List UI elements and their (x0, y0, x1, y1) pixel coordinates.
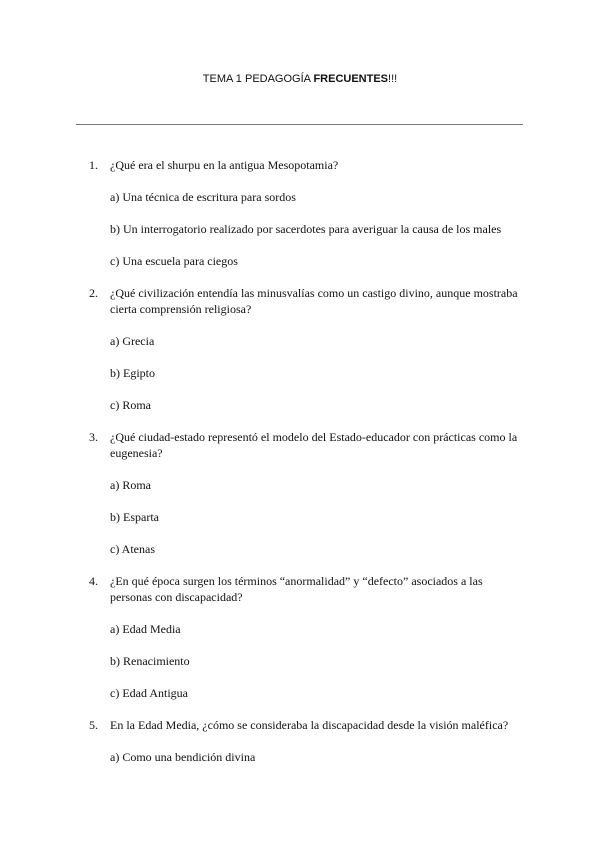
question-number: 3. (89, 430, 98, 444)
answer-option: a) Grecia (110, 334, 155, 348)
question-3 (0, 429, 600, 557)
question-text: ¿Qué ciudad-estado representó el modelo del Estado-educador con prácticas como la eugenesia? (110, 430, 518, 460)
question-5 (0, 717, 600, 765)
question-number: 4. (89, 574, 98, 588)
answer-option: c) Una escuela para ciegos (110, 254, 238, 268)
question-text: ¿Qué civilización entendía las minusvalías como un castigo divino, aunque mostraba cierta comprensión religiosa? (110, 286, 518, 316)
answer-option: c) Edad Antigua (110, 686, 188, 700)
question-4 (0, 573, 600, 701)
question-1 (0, 157, 600, 269)
answer-option: a) Roma (110, 478, 151, 492)
answer-option: c) Atenas (110, 542, 155, 556)
answer-option: a) Edad Media (110, 622, 181, 636)
question-text: ¿Qué era el shurpu en la antigua Mesopotamia? (110, 158, 339, 172)
question-number: 5. (89, 718, 98, 732)
title-bold: FRECUENTES (313, 73, 389, 85)
answer-option: b) Renacimiento (110, 654, 190, 668)
answer-option: b) Un interrogatorio realizado por sacerdotes para averiguar la causa de los males (110, 222, 502, 236)
answer-option: a) Como una bendición divina (110, 750, 256, 764)
question-number: 2. (89, 286, 98, 300)
answer-option: c) Roma (110, 398, 151, 412)
answer-option: b) Egipto (110, 366, 155, 380)
question-2 (0, 285, 600, 413)
answer-option: a) Una técnica de escritura para sordos (110, 190, 296, 204)
question-number: 1. (89, 158, 98, 172)
title-suffix: !!! (388, 73, 398, 85)
horizontal-rule (76, 124, 523, 125)
question-text: ¿En qué época surgen los términos “anormalidad” y “defecto” asociados a las personas con discapacidad? (110, 574, 483, 604)
question-text: En la Edad Media, ¿cómo se consideraba la discapacidad desde la visión maléfica? (110, 718, 509, 732)
answer-option: b) Esparta (110, 510, 159, 524)
title-prefix: TEMA 1 PEDAGOGÍA (202, 73, 314, 85)
document-title (0, 73, 600, 85)
question-list (0, 157, 600, 765)
